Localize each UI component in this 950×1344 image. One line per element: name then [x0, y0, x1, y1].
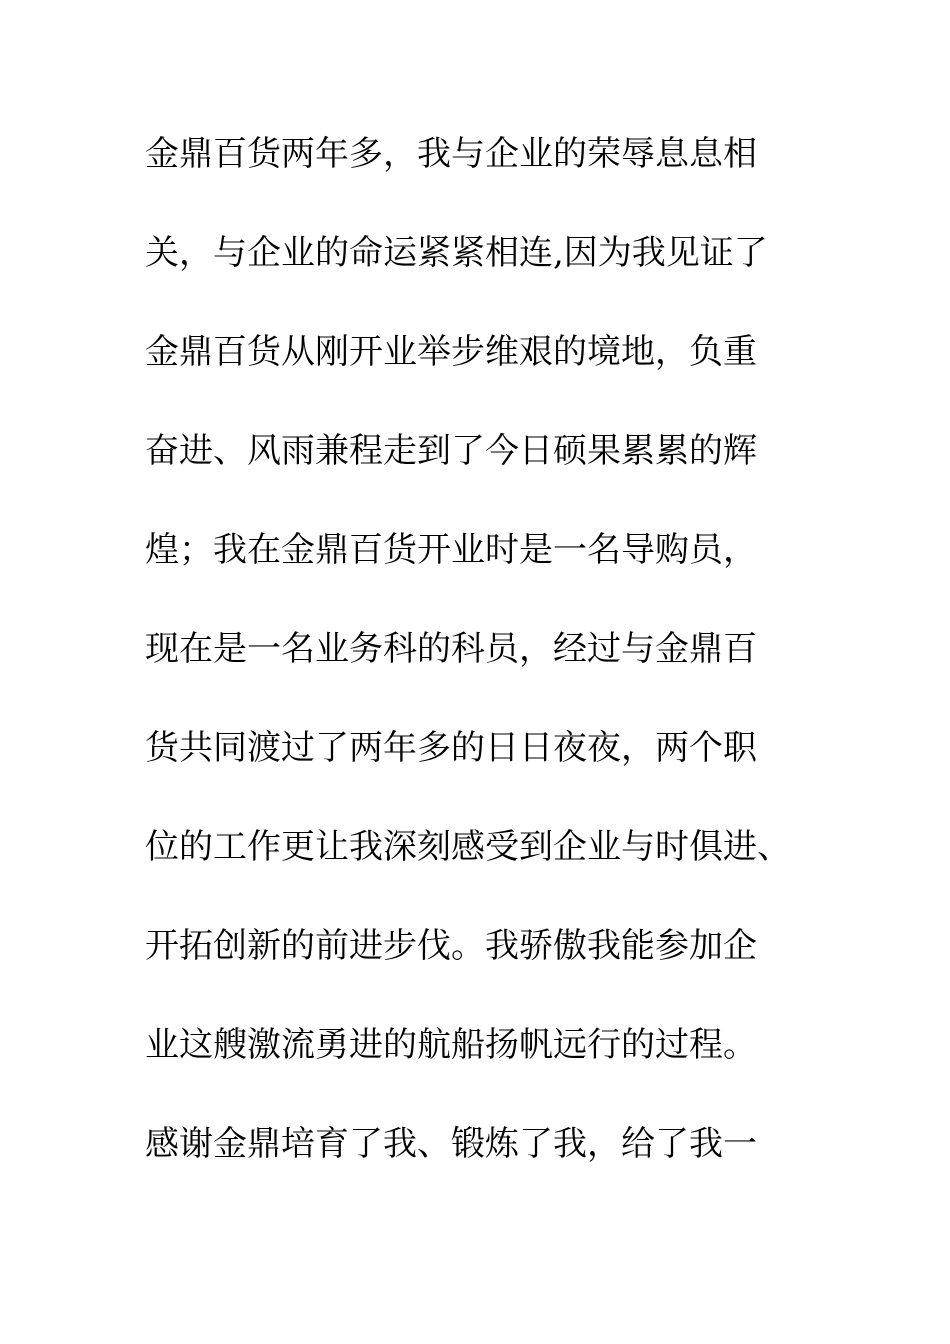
text-line-2: 关，与企业的命运紧紧相连,因为我见证了 [145, 233, 768, 273]
text-line-8: 位的工作更让我深刻感受到企业与时俱进、 [145, 827, 791, 867]
text-line-5: 煌；我在金鼎百货开业时是一名导购员， [145, 530, 757, 570]
text-line-11: 感谢金鼎培育了我、锻炼了我，给了我一 [145, 1124, 757, 1164]
text-line-1: 金鼎百货两年多，我与企业的荣辱息息相 [145, 134, 757, 174]
text-line-4: 奋进、风雨兼程走到了今日硕果累累的辉 [145, 431, 757, 471]
text-line-7: 货共同渡过了两年多的日日夜夜，两个职 [145, 728, 757, 768]
text-line-10: 业这艘激流勇进的航船扬帆远行的过程。 [145, 1025, 757, 1065]
body-text [145, 126, 825, 1215]
text-line-9: 开拓创新的前进步伐。我骄傲我能参加企 [145, 926, 757, 966]
text-line-6: 现在是一名业务科的科员，经过与金鼎百 [145, 629, 757, 669]
text-line-3: 金鼎百货从刚开业举步维艰的境地，负重 [145, 332, 757, 372]
